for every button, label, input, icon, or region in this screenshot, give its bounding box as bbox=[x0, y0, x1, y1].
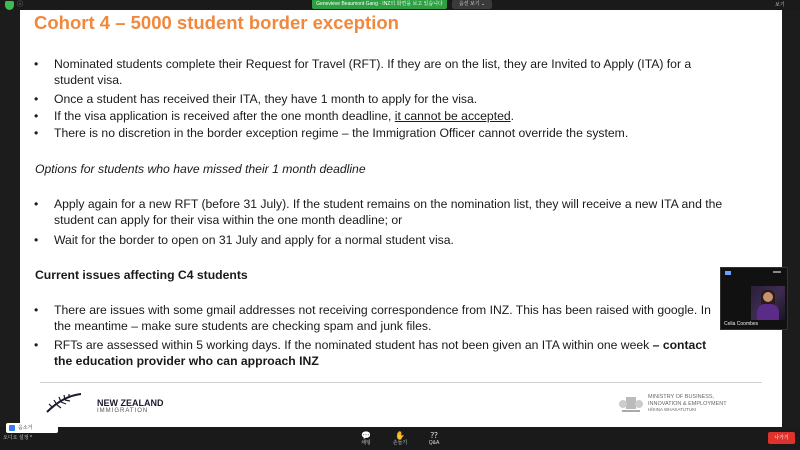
microphone-icon bbox=[9, 425, 15, 431]
view-options-button[interactable]: 옵션 보기 ⌄ bbox=[452, 0, 492, 9]
fern-icon bbox=[45, 392, 83, 414]
audio-settings-button[interactable]: 오디오 설정 ^ bbox=[3, 435, 33, 441]
screen-share-banner: Genevieve Beaumont Gang · INZ의 화면을 보고 있습니다 bbox=[312, 0, 447, 9]
participant-video bbox=[751, 286, 785, 320]
leave-button[interactable]: 나가기 bbox=[768, 432, 795, 444]
shared-slide: Cohort 4 – 5000 student border exception • Nominated students complete their Request for Travel (RFT). If they are on the list, they are Invited to Apply (ITA) for a student visa. • Once a student has received their ITA, they have 1 month to apply for the visa. • If the visa application is received after the one month deadline, it cannot be accepted. • There is no discretion in the border exception regime – the Immigration Officer cannot override the system. Options for students who have missed their 1 month deadline • Apply again for a new RFT (before 31 July). If the student remains on the nomination list, they will receive a new ITA and the student can apply for their visa within the one month deadline; or • Wait for the border to open on 31 July and apply for a normal student visa. Current issues affecting C4 students • There are issues with some gmail addresses not receiving correspondence from INZ. This has been raised with google. In the meantime – make sure students are checking spam and junk files. • RFTs are assessed within 5 working days. If the nominated student has not been given an ITA within one week – contact the education provider who can approach INZ NEW ZEALAND IMMIGRATION MINISTRY OF BUSINESS, INNOVATION & EMPLOYMENT HĪKINA WHAKATUTUKI bbox=[20, 10, 782, 427]
video-icon[interactable] bbox=[725, 271, 731, 275]
webcam-panel[interactable] bbox=[720, 267, 788, 330]
crest-icon bbox=[618, 394, 644, 414]
minimize-icon[interactable] bbox=[773, 271, 781, 273]
qa-button[interactable]: ⁇ Q&A bbox=[422, 431, 446, 449]
view-toggle-button[interactable]: 보기 bbox=[775, 2, 785, 8]
footer-divider bbox=[40, 382, 762, 383]
issues-heading: Current issues affecting C4 students bbox=[35, 268, 248, 282]
qa-icon: ⁇ bbox=[430, 431, 438, 440]
logo-text: NEW ZEALAND bbox=[97, 398, 164, 408]
raise-hand-button[interactable]: ✋ 손들기 bbox=[388, 431, 412, 449]
chat-icon: 💬 bbox=[361, 431, 371, 440]
mbie-logo: MINISTRY OF BUSINESS, INNOVATION & EMPLOYMENT HĪKINA WHAKATUTUKI bbox=[618, 392, 768, 416]
participant-name: Celia Coombes bbox=[724, 321, 759, 327]
mute-button[interactable]: 음소거 bbox=[6, 423, 58, 433]
options-heading: Options for students who have missed their 1 month deadline bbox=[35, 162, 366, 176]
slide-title: Cohort 4 – 5000 student border exception bbox=[34, 12, 399, 33]
info-icon[interactable]: ⓘ bbox=[17, 2, 24, 8]
logo-subtext: IMMIGRATION bbox=[97, 408, 149, 414]
nz-immigration-logo bbox=[45, 390, 164, 416]
bold-tail: – contact the education provider who can approach INZ bbox=[54, 338, 707, 368]
chat-button[interactable]: 💬 채팅 bbox=[354, 431, 378, 449]
shield-icon[interactable] bbox=[5, 1, 14, 10]
underlined-phrase: it cannot be accepted bbox=[394, 109, 511, 123]
raise-hand-icon: ✋ bbox=[395, 431, 405, 440]
